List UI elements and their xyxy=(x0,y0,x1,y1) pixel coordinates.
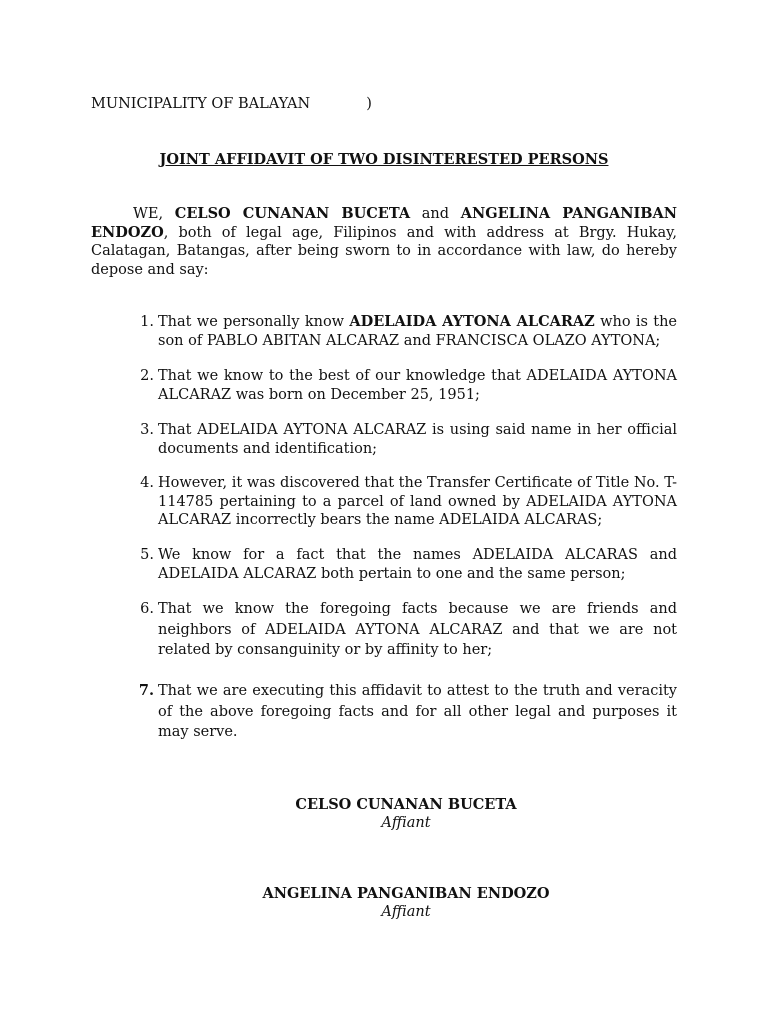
statement-text: That we know the foregoing facts because we are friends and neighbors of ADELAIDA AYTONA ALCARAZ and that we are not related by consanguinity or by affinity to her; xyxy=(158,601,677,658)
statement-number: 1. xyxy=(140,314,154,330)
document-title: JOINT AFFIDAVIT OF TWO DISINTERESTED PERSONS xyxy=(159,151,609,168)
affiant-1-role: Affiant xyxy=(381,815,431,831)
intro-rest: , both of legal age, Filipinos and with address at Brgy. Hukay, Calatagan, Batangas, after being sworn to in accordance with law, do hereby depose and say: xyxy=(91,224,677,278)
statement-number: 6. xyxy=(140,601,154,617)
statement-number: 2. xyxy=(140,368,154,384)
affiant-2-name-inline: ANGELINA PANGANIBAN ENDOZO xyxy=(91,205,677,241)
affiant-2-signature-name: ANGELINA PANGANIBAN ENDOZO xyxy=(262,885,550,902)
intro-and: and xyxy=(410,206,461,222)
statement-4 xyxy=(140,474,677,530)
statement-text: That we personally know xyxy=(158,314,350,330)
municipality-label: MUNICIPALITY OF BALAYAN xyxy=(91,96,311,112)
subject-name: ADELAIDA AYTONA ALCARAZ xyxy=(349,313,595,330)
intro-we: WE, xyxy=(133,206,164,222)
statement-number: 7. xyxy=(138,682,154,699)
statement-text: That we know to the best of our knowledge that ADELAIDA AYTONA ALCARAZ was born on December 25, 1951; xyxy=(158,368,677,403)
statement-6 xyxy=(140,599,677,661)
affiant-2-role: Affiant xyxy=(381,904,431,920)
signature-block-2 xyxy=(0,885,768,921)
statement-text: However, it was discovered that the Transfer Certificate of Title No. T-114785 pertaining to a parcel of land owned by ADELAIDA AYTONA ALCARAZ incorrectly bears the name ADELAIDA ALCARAS; xyxy=(158,475,677,529)
signature-block-1 xyxy=(0,796,768,832)
statement-text: That ADELAIDA AYTONA ALCARAZ is using said name in her official documents and identification; xyxy=(158,422,677,457)
venue-paren: ) xyxy=(366,96,372,112)
statement-text: We know for a fact that the names ADELAIDA ALCARAS and ADELAIDA ALCARAZ both pertain to one and the same person; xyxy=(158,547,677,582)
statement-number: 5. xyxy=(140,547,154,563)
statement-3 xyxy=(140,421,677,458)
statement-1 xyxy=(140,313,678,350)
statement-2 xyxy=(140,367,677,404)
statement-text: who is the son of PABLO ABITAN ALCARAZ and FRANCISCA OLAZO AYTONA; xyxy=(158,314,678,349)
statement-number: 3. xyxy=(140,422,154,438)
statement-text: That we are executing this affidavit to attest to the truth and veracity of the above foregoing facts and for all other legal and purposes it may serve. xyxy=(158,683,677,740)
statement-number: 4. xyxy=(140,475,154,491)
statement-7 xyxy=(138,681,677,743)
affiant-1-signature-name: CELSO CUNANAN BUCETA xyxy=(295,796,517,813)
affiant-1-name-inline: CELSO CUNANAN BUCETA xyxy=(174,205,411,222)
statement-5 xyxy=(140,546,677,583)
